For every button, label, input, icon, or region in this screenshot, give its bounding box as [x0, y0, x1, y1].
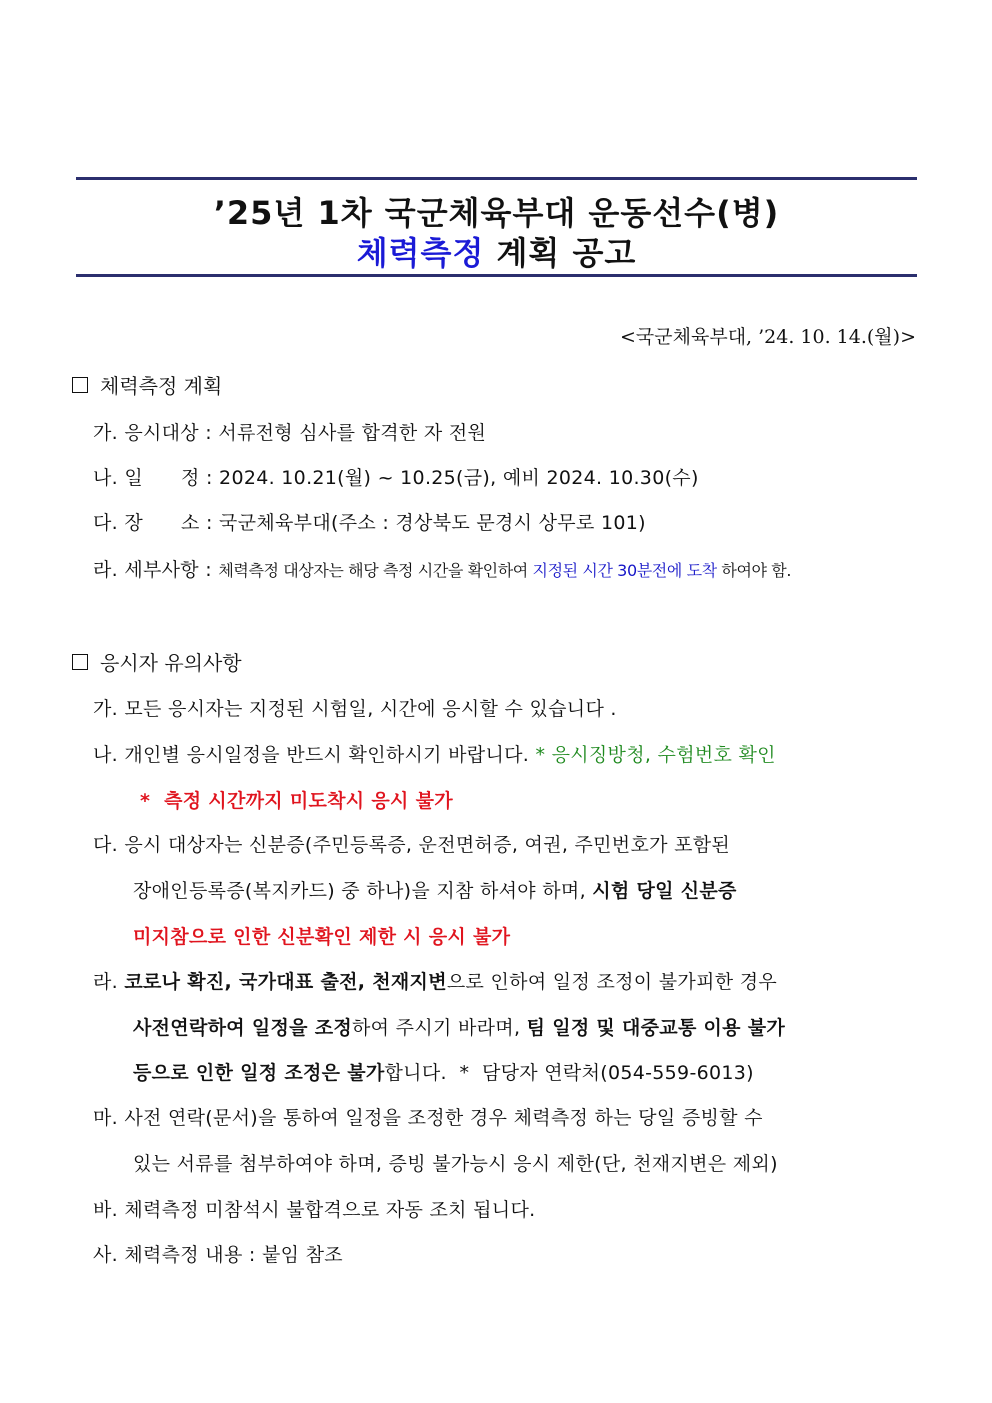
note-da-1: 다. 응시 대상자는 신분증(주민등록증, 운전면허증, 여권, 주민번호가 포함된	[93, 834, 731, 856]
note-ra-3-rest: 합니다. * 담당자 연락처(054-559-6013)	[384, 1062, 754, 1084]
note-na-check: * 응시징방청, 수험번호 확인	[535, 744, 776, 766]
note-na	[93, 740, 776, 767]
section-2-title: 응시자 유의사항	[100, 651, 242, 675]
plan-details-text: 체력측정 대상자는 해당 측정 시간을 확인하여	[218, 561, 533, 580]
title-line-2	[76, 228, 917, 274]
plan-location: 다. 장 소 : 국군체육부대(주소 : 경상북도 문경시 상무로 101)	[93, 512, 646, 534]
title-highlight: 체력측정	[356, 234, 485, 272]
note-ma-1: 마. 사전 연락(문서)을 통하여 일정을 조정한 경우 체력측정 하는 당일 증빙할 수	[93, 1107, 763, 1129]
checkbox-square-icon	[72, 377, 88, 393]
plan-details-arrival: 지정된 시간 30분전에 도착	[532, 561, 717, 580]
title-line-2-rest: 계획 공고	[484, 234, 637, 272]
note-ra-1-prefix: 라.	[93, 971, 125, 993]
note-ma-2: 있는 서류를 첨부하여야 하며, 증빙 불가능시 응시 제한(단, 천재지변은 제외)	[133, 1153, 778, 1175]
note-ra-2-bold-2: 팀 일정 및 대중교통 이용 불가	[526, 1017, 786, 1039]
plan-details-suffix: 하여야 함.	[716, 561, 792, 580]
section-heading-notes	[72, 647, 242, 676]
note-ba: 바. 체력측정 미참석시 불합격으로 자동 조치 됩니다.	[93, 1199, 536, 1221]
plan-details	[93, 555, 791, 582]
note-ra-3	[133, 1058, 754, 1085]
section-1-title: 체력측정 계획	[100, 374, 223, 398]
note-ra-1	[93, 967, 777, 994]
note-na-warning: * 측정 시간까지 미도착시 응시 불가	[140, 790, 453, 812]
plan-schedule: 나. 일 정 : 2024. 10.21(월) ~ 10.25(금), 예비 2024. 10.30(수)	[93, 467, 699, 489]
note-da-2-text: 장애인등록증(복지카드) 중 하나)을 지참 하셔야 하며,	[133, 880, 593, 902]
issuer-date: <국군체육부대, ’24. 10. 14.(월)>	[620, 326, 916, 348]
note-ra-2-bold-1: 사전연락하여 일정을 조정	[133, 1017, 353, 1039]
title-bottom-rule	[76, 274, 917, 277]
note-ga: 가. 모든 응시자는 지정된 시험일, 시간에 응시할 수 있습니다 .	[93, 698, 617, 720]
note-ra-2	[133, 1013, 785, 1040]
title-top-rule	[76, 177, 917, 180]
note-sa: 사. 체력측정 내용 : 붙임 참조	[93, 1244, 343, 1266]
note-ra-1-rest: 으로 인하여 일정 조정이 불가피한 경우	[446, 971, 778, 993]
plan-target: 가. 응시대상 : 서류전형 심사를 합격한 자 전원	[93, 422, 487, 444]
note-da-2	[133, 876, 737, 903]
note-ra-1-bold: 코로나 확진, 국가대표 출전, 천재지변	[124, 971, 447, 993]
note-ra-3-bold: 등으로 인한 일정 조정은 불가	[133, 1062, 385, 1084]
note-ra-2-mid: 하여 주시기 바라며,	[352, 1017, 527, 1039]
checkbox-square-icon	[72, 654, 88, 670]
note-na-text: 나. 개인별 응시일정을 반드시 확인하시기 바랍니다.	[93, 744, 536, 766]
note-da-2-bold: 시험 당일 신분증	[592, 880, 737, 902]
section-heading-plan	[72, 370, 222, 399]
plan-details-prefix: 라. 세부사항 :	[93, 559, 219, 581]
note-da-3: 미지참으로 인한 신분확인 제한 시 응시 불가	[133, 926, 511, 948]
title-line-1: ’25년 1차 국군체육부대 운동선수(병)	[213, 194, 780, 232]
